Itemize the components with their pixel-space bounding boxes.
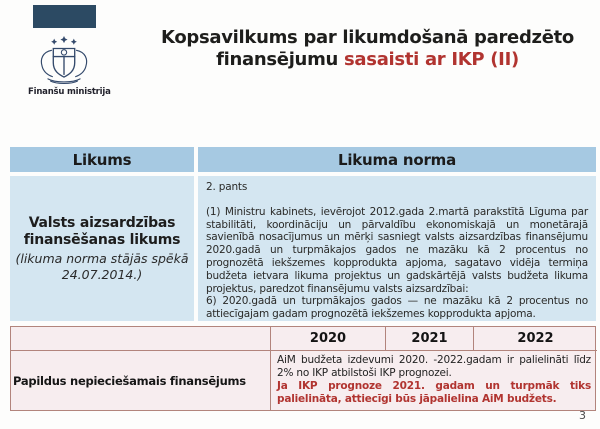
- law-table-header-norm: Likuma norma: [198, 147, 596, 172]
- title-line1: Kopsavilkums par likumdošanā paredzēto: [161, 27, 574, 48]
- law-name: Valsts aizsardzības finansēšanas likums: [23, 214, 181, 249]
- ministry-name: Finanšu ministrija: [28, 87, 111, 97]
- norm-point: 6) 2020.gadā un turpmākajos gados — ne mazāku kā 2 procentus no attiecīgajam gadam prognozētā iekšzemes kopprodukta apjoma.: [206, 295, 588, 321]
- law-name-cell: [10, 176, 194, 321]
- funding-empty-cell: [11, 327, 271, 351]
- funding-row-label: Papildus nepieciešamais finansējums: [11, 351, 271, 410]
- funding-year-2022: 2022: [474, 327, 597, 351]
- norm-article: 2. pants: [206, 181, 248, 193]
- funding-year-2020: 2020: [271, 327, 386, 351]
- law-effective-note: (likuma norma stājās spēkā 24.07.2014.): [15, 250, 189, 282]
- title-line2-red: sasaisti ar IKP (II): [344, 48, 519, 70]
- norm-paragraph: (1) Ministru kabinets, ievērojot 2012.gada 2.martā parakstītā Līguma par stabilitāti, koordināciju un pārvaldību ekonomiskajā un monetārajā savienībā nosacījumus un mērķi sasniegt valsts aizsardzības finansējumu 2020.gadā un turpmākajos gados ne mazāku kā 2 procentus no prognozētā iekšzemes kopprodukta apjoma, sagatavo vidēja termiņa budžeta ietvara likuma projektus un gadskārtējā valsts budžeta likuma projektus, paredzot finansējumu valsts aizsardzībai:: [206, 205, 588, 295]
- funding-note-cell: [271, 351, 597, 410]
- funding-table: [10, 326, 596, 411]
- law-table-header-law: Likums: [10, 147, 194, 172]
- logo-flag-block: [33, 5, 96, 28]
- coat-of-arms-icon: [35, 36, 93, 86]
- funding-note-red: Ja IKP prognoze 2021. gadam un turpmāk tiks palielināta, attiecīgi būs jāpalielina AiM budžets.: [277, 380, 591, 405]
- law-norm-cell: [198, 176, 596, 321]
- funding-note-black: AiM budžeta izdevumi 2020. -2022.gadam ir palielināti līdz 2% no IKP atbilstoši IKP prognozei.: [277, 354, 591, 379]
- ministry-logo: [28, 5, 111, 97]
- title-line2-black: finansējumu: [216, 48, 345, 70]
- law-table: [10, 147, 596, 321]
- page-number: 3: [579, 409, 586, 422]
- page-title: [140, 27, 595, 70]
- funding-year-2021: 2021: [386, 327, 474, 351]
